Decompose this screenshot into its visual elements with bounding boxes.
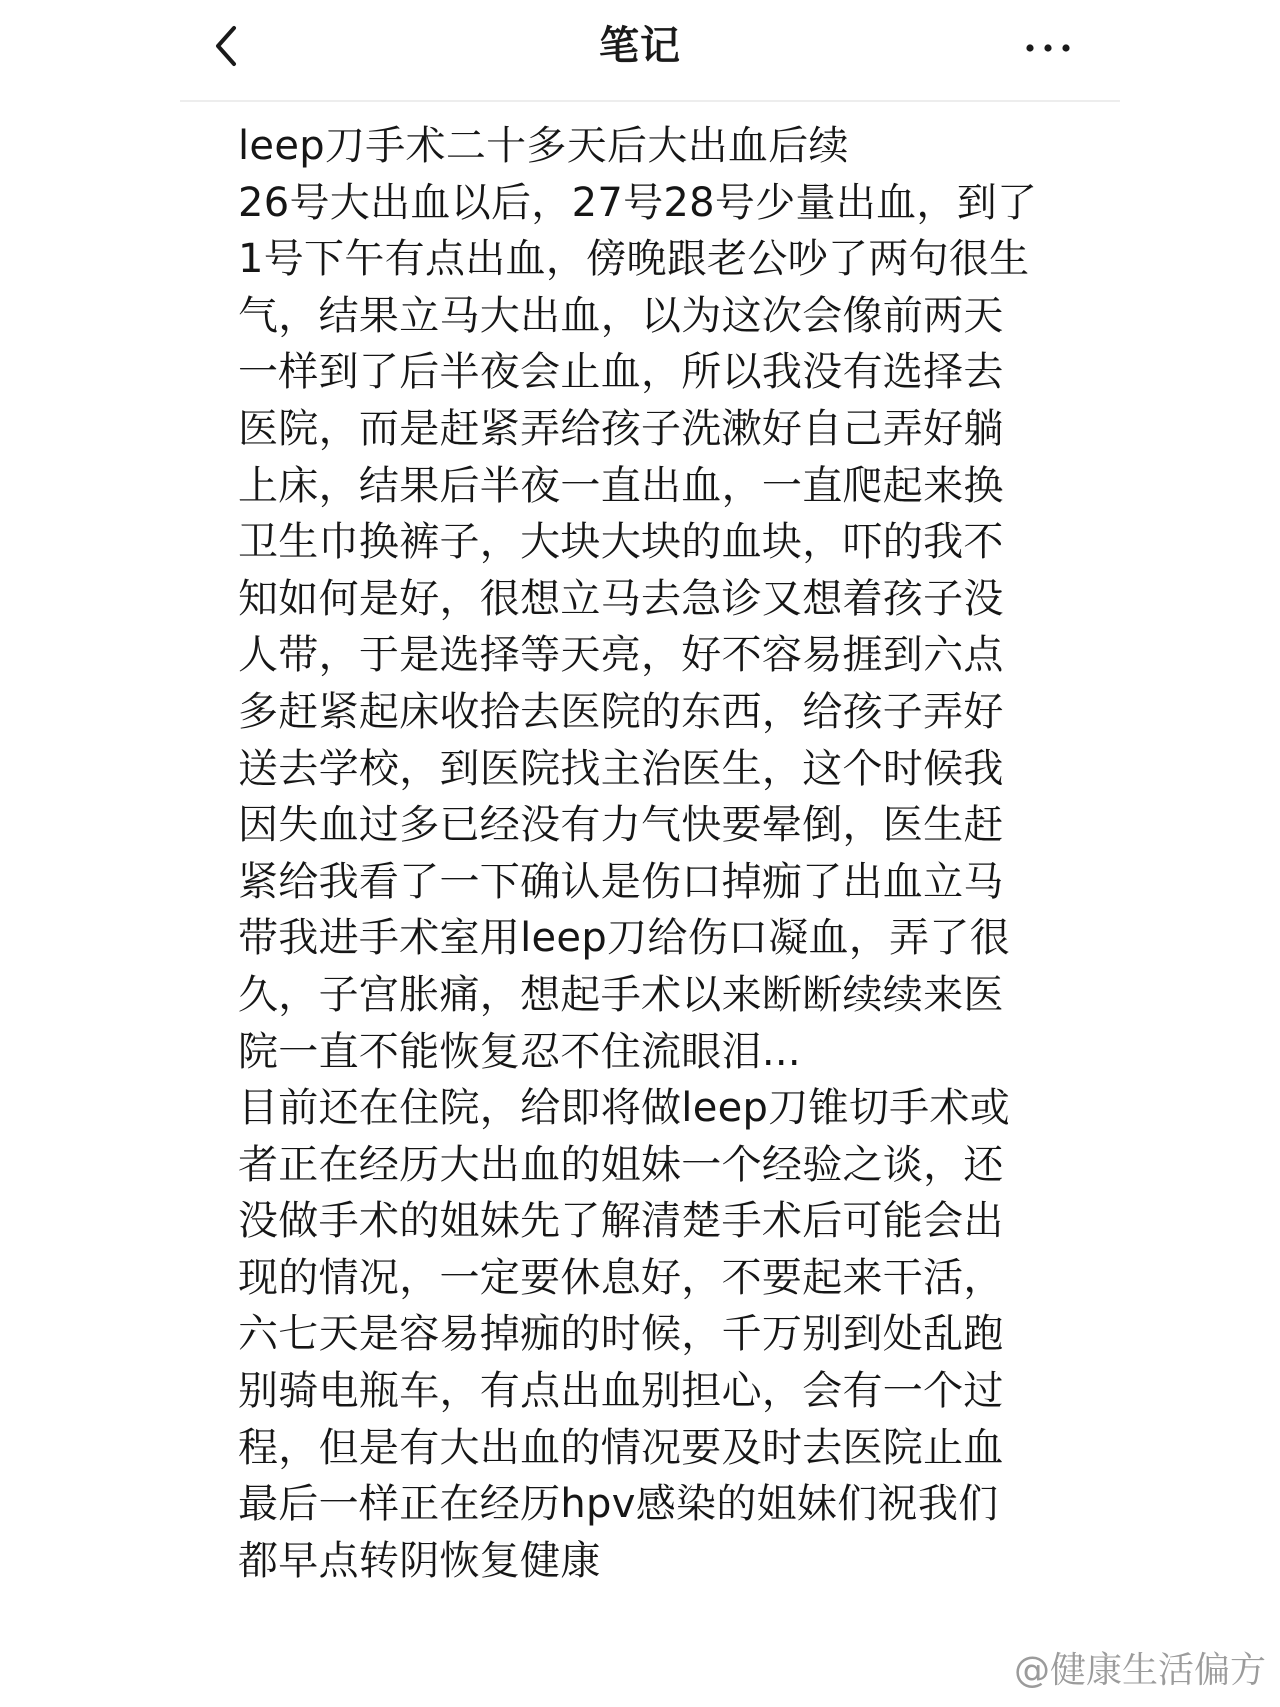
more-button[interactable] bbox=[1020, 30, 1076, 66]
note-title: leep刀手术二十多天后大出血后续 bbox=[238, 123, 849, 169]
note-paragraph: 26号大出血以后，27号28号少量出血，到了1号下午有点出血，傍晚跟老公吵了两句很生气，结果立马大出血，以为这次会像前两天一样到了后半夜会止血，所以我没有选择去医院，而是赶紧弄给孩子洗漱好自己弄好躺上床，结果后半夜一直出血，一直爬起来换卫生巾换裤子，大块大块的血块，吓的我不知如何是好，很想立马去急诊又想着孩子没人带，于是选择等天亮，好不容易捱到六点多赶紧起床收拾去医院的东西，给孩子弄好送去学校，到医院找主治医生，这个时候我因失血过多已经没有力气快要晕倒，医生赶紧给我看了一下确认是伤口掉痂了出血立马带我进手术室用leep刀给伤口凝血，弄了很久，子宫胀痛，想起手术以来断断续续来医院一直不能恢复忍不住流眼泪... bbox=[238, 179, 1038, 1075]
nav-bar bbox=[0, 0, 1280, 98]
more-horizontal-icon bbox=[1020, 30, 1076, 66]
note-paragraph: 最后一样正在经历hpv感染的姐妹们祝我们都早点转阴恢复健康 bbox=[238, 1481, 999, 1584]
header-divider bbox=[180, 100, 1120, 102]
page-title: 笔记 bbox=[599, 23, 681, 69]
note-content bbox=[238, 118, 1038, 1589]
note-paragraph: 目前还在住院，给即将做leep刀锥切手术或者正在经历大出血的姐妹一个经验之谈，还没做手术的姐妹先了解清楚手术后可能会出现的情况，一定要休息好，不要起来干活，六七天是容易掉痂的时候，千万别到处乱跑别骑电瓶车，有点出血别担心，会有一个过程，但是有大出血的情况要及时去医院止血 bbox=[238, 1085, 1011, 1471]
watermark: @健康生活偏方 bbox=[1013, 1650, 1266, 1691]
